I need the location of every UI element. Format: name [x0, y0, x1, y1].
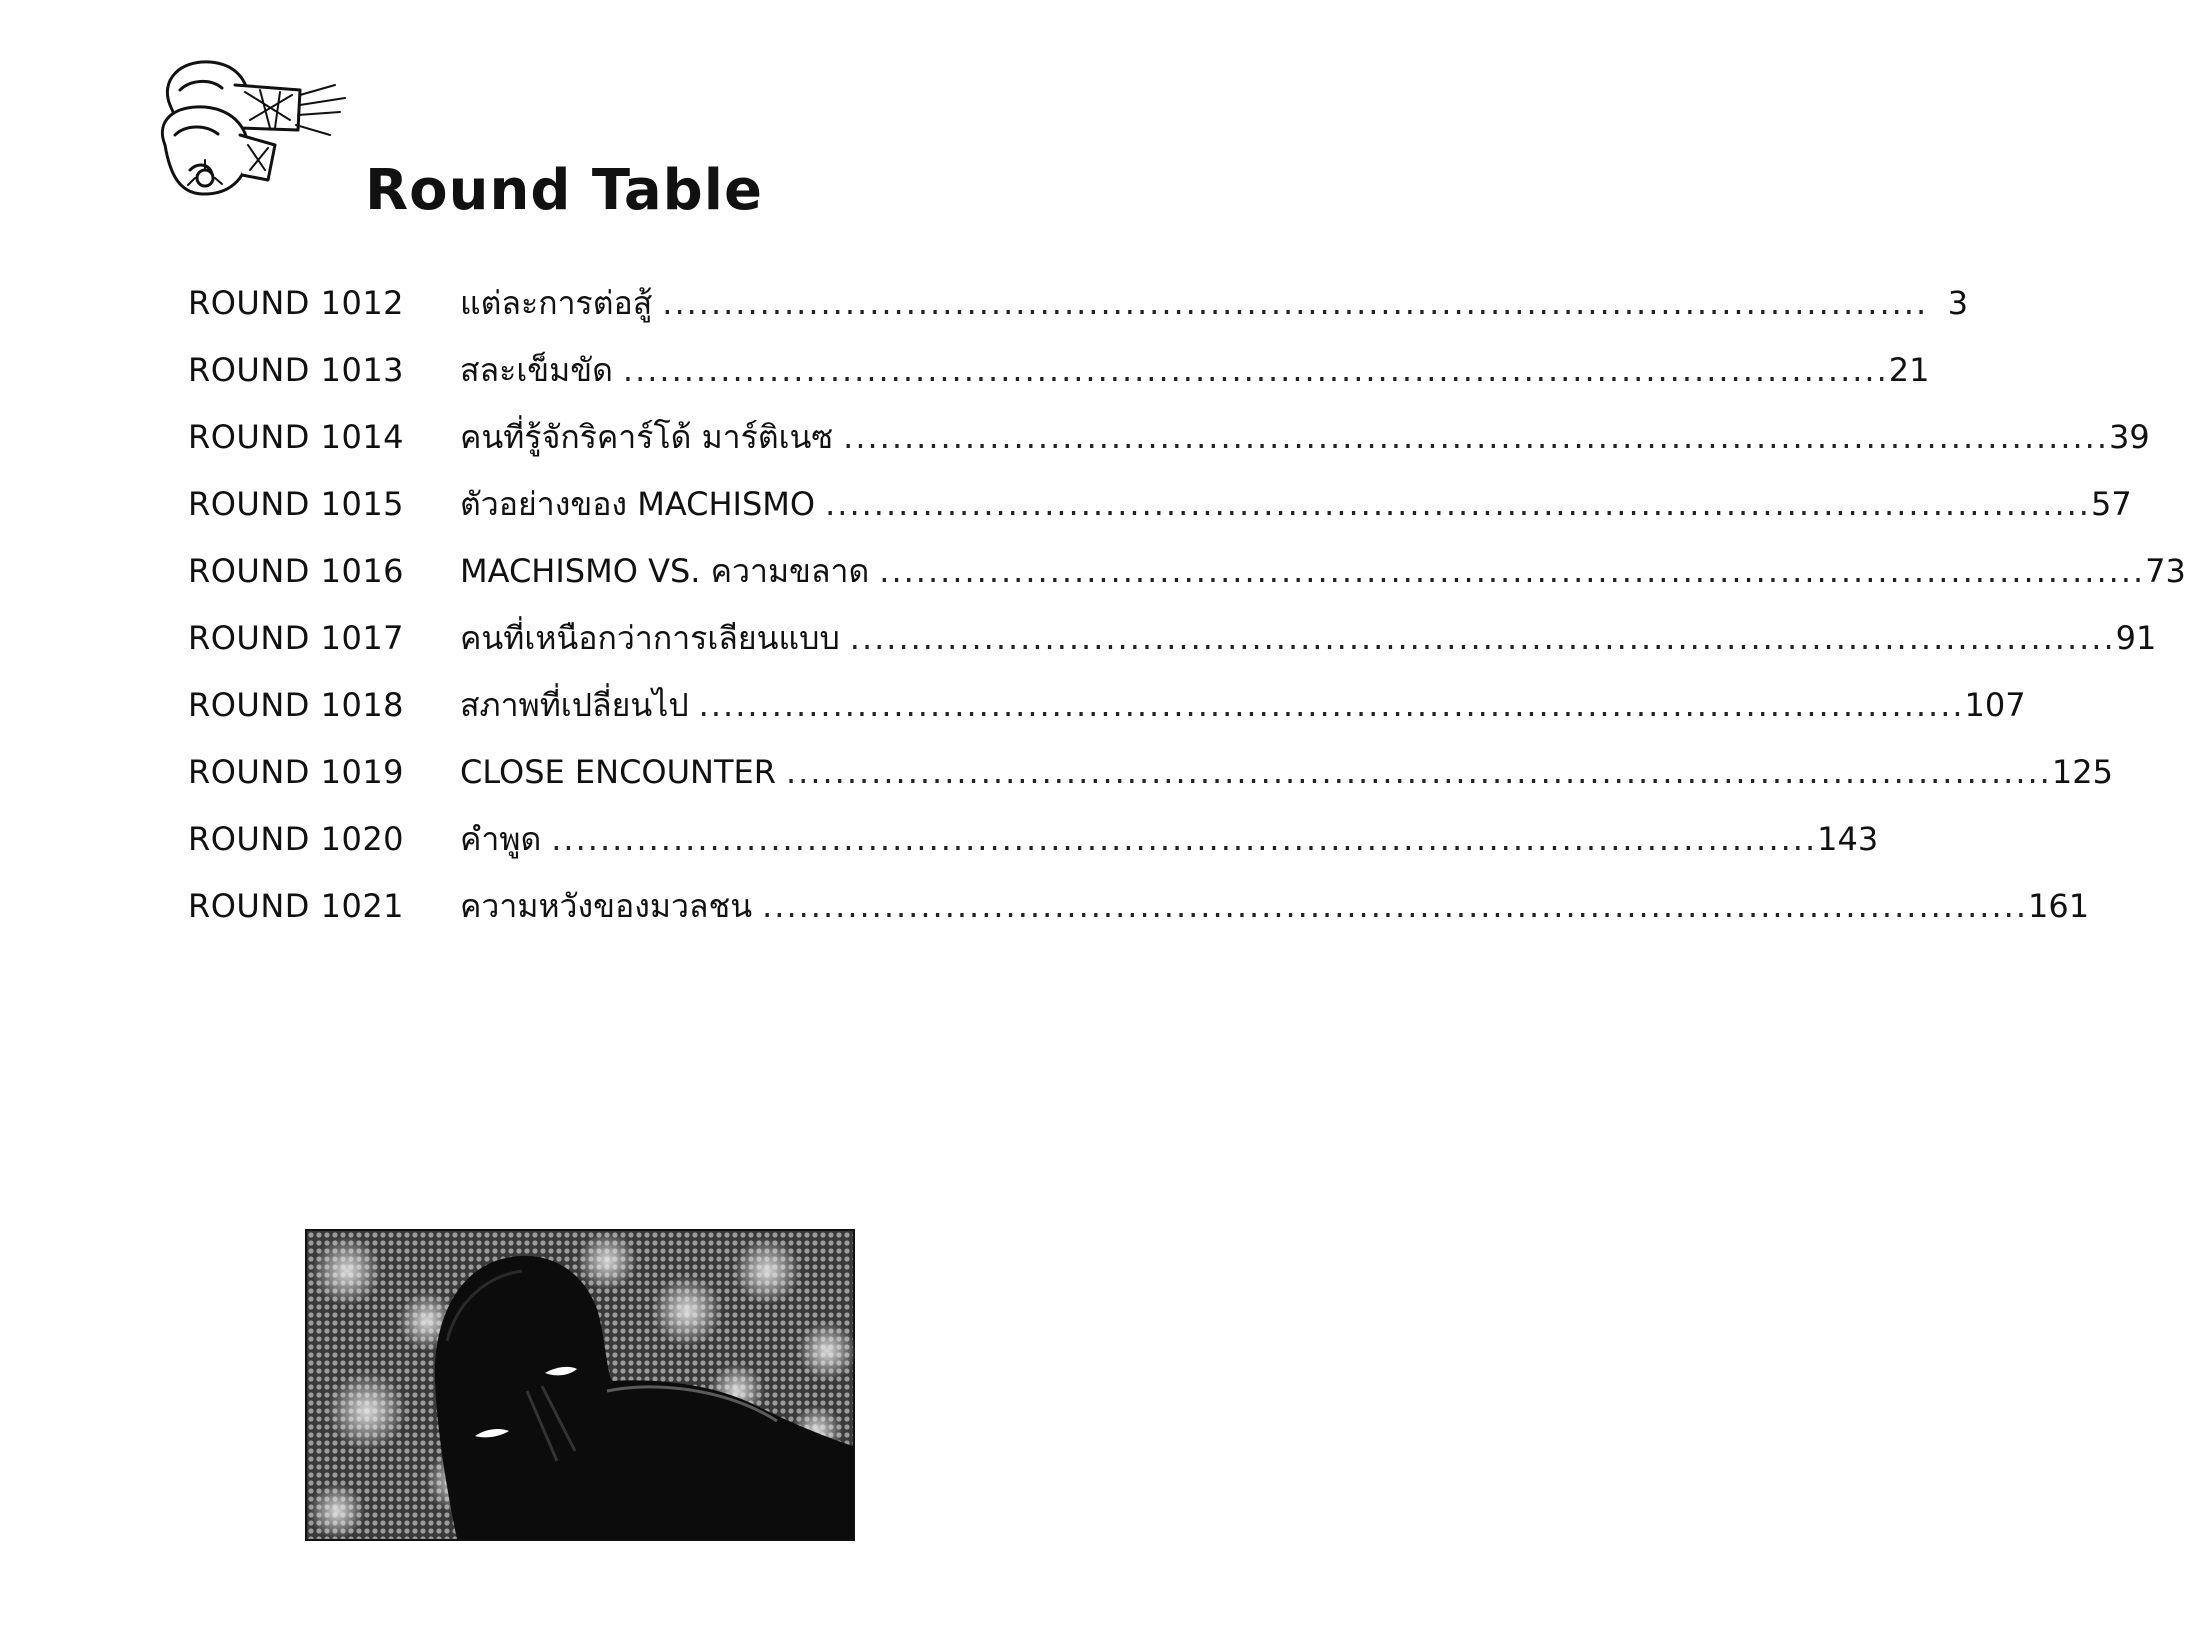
round-number: ROUND 1014 [188, 418, 405, 456]
toc-row [188, 551, 2186, 618]
toc-row [188, 886, 2090, 953]
toc-row [188, 752, 2113, 819]
round-number: ROUND 1021 [188, 887, 405, 925]
round-number: ROUND 1018 [188, 686, 405, 724]
dot-leader: ........................................................................................................ [551, 820, 1818, 858]
page-number: 73 [2145, 552, 2186, 590]
dot-leader: ........................................................................................................ [698, 686, 1965, 724]
page-number: 161 [2027, 887, 2090, 925]
round-number: ROUND 1016 [188, 552, 405, 590]
dot-leader: ........................................................................................................ [622, 351, 1889, 389]
page-number: 3 [1947, 284, 1969, 322]
chapter-title: MACHISMO VS. ความขลาด [460, 552, 870, 590]
chapter-title: สละเข็มขัด [460, 351, 613, 389]
chapter-title: คนที่รู้จักริคาร์โด้ มาร์ติเนซ [460, 418, 834, 456]
page-number: 143 [1817, 820, 1879, 858]
page-title: Round Table [365, 158, 763, 223]
dot-leader: ........................................................................................................ [843, 418, 2110, 456]
dot-leader: ........................................................................................................ [849, 619, 2116, 657]
page-number: 125 [2051, 753, 2113, 791]
dot-leader: ........................................................................................................ [662, 284, 1929, 322]
chapter-title: สภาพที่เปลี่ยนไป [460, 686, 689, 724]
toc-row [188, 484, 2132, 551]
dot-leader: ........................................................................................................ [879, 552, 2146, 590]
dot-leader: ........................................................................................................ [762, 887, 2028, 925]
round-number: ROUND 1015 [188, 485, 405, 523]
round-number: ROUND 1019 [188, 753, 405, 791]
chapter-title: ตัวอย่างของ MACHISMO [460, 485, 816, 523]
toc-row [188, 685, 2026, 752]
chapter-title: แต่ละการต่อสู้ [460, 284, 653, 322]
page-number: 21 [1888, 351, 1930, 389]
toc-row [188, 350, 1930, 417]
table-of-contents [188, 283, 2186, 953]
dot-leader: ........................................................................................................ [825, 485, 2091, 523]
chapter-title: CLOSE ENCOUNTER [460, 753, 776, 791]
page-number: 91 [2115, 619, 2157, 657]
boxing-gloves-icon [150, 50, 360, 210]
toc-row [188, 618, 2157, 685]
dot-leader: ........................................................................................................ [785, 753, 2052, 791]
chapter-title: ความหวังของมวลชน [460, 887, 753, 925]
page-number: 39 [2109, 418, 2150, 456]
chapter-title: คำพูด [460, 820, 542, 858]
page-number: 107 [1964, 686, 2026, 724]
toc-row [188, 819, 1879, 886]
toc-row [188, 417, 2150, 484]
chapter-title: คนที่เหนือกว่าการเลียนแบบ [460, 619, 840, 657]
round-number: ROUND 1012 [188, 284, 405, 322]
toc-row [188, 283, 1969, 350]
round-number: ROUND 1020 [188, 820, 405, 858]
round-number: ROUND 1013 [188, 351, 405, 389]
page-number: 57 [2090, 485, 2132, 523]
boxer-silhouette-illustration [305, 1229, 855, 1541]
round-number: ROUND 1017 [188, 619, 405, 657]
